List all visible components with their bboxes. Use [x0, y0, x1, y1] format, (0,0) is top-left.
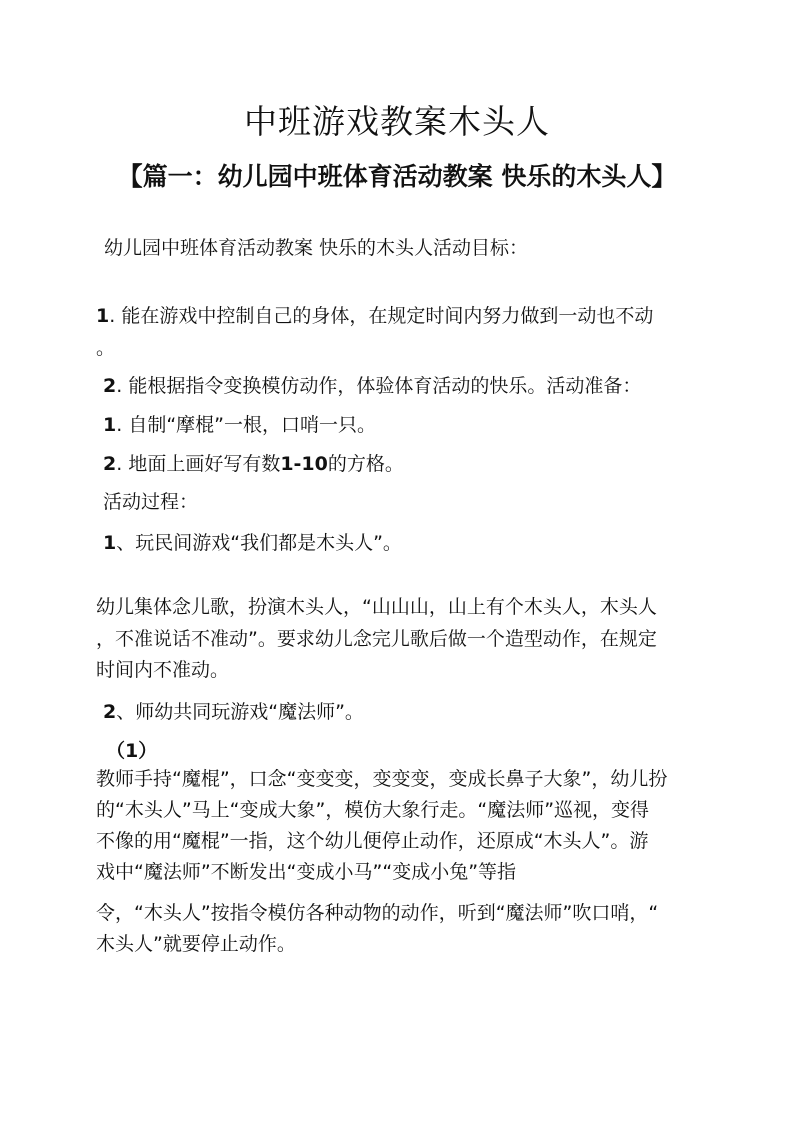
- prep-item-2-text-a: . 地面上画好写有数: [116, 453, 281, 475]
- step-2: [103, 697, 703, 727]
- prep-item-2-number: 2: [103, 453, 117, 475]
- para-2-line-4: 戏中“魔法师”不断发出“变成小马”“变成小兔”等指: [96, 861, 517, 883]
- step-1-text: 、玩民间游戏“我们都是木头人”。: [116, 532, 402, 554]
- goal-item-2: [103, 371, 703, 401]
- document-subtitle: 【篇一：幼儿园中班体育活动教案 快乐的木头人】: [117, 162, 677, 191]
- step-1-number: 1: [103, 532, 117, 554]
- prep-item-1-text: . 自制“摩棍”一根，口哨一只。: [116, 414, 377, 436]
- goal-item-2-number: 2: [103, 375, 117, 397]
- para-2-line-1: 教师手持“魔棍”，口念“变变变，变变变，变成长鼻子大象”，幼儿扮: [96, 768, 668, 790]
- step-1: [103, 528, 703, 558]
- prep-item-1-number: 1: [103, 414, 117, 436]
- goal-item-1: [96, 301, 696, 331]
- goal-item-1-text: . 能在游戏中控制自己的身体，在规定时间内努力做到一动也不动: [109, 305, 654, 327]
- para-1-line-2: ，不准说话不准动”。要求幼儿念完儿歌后做一个造型动作，在规定: [96, 628, 657, 650]
- para-2-line-2: 的“木头人”马上“变成大象”，模仿大象行走。“魔法师”巡视，变得: [96, 799, 650, 821]
- para-1-line-3: 时间内不准动。: [96, 659, 230, 681]
- prep-item-2-text-b: 的方格。: [327, 453, 404, 475]
- prep-item-1: [103, 410, 703, 440]
- goal-item-1-number: 1: [96, 305, 110, 327]
- para-2-line-3: 不像的用“魔棍”一指，这个幼儿便停止动作，还原成“木头人”。游: [96, 830, 649, 852]
- document-title: 中班游戏教案木头人: [244, 102, 550, 141]
- step-2-text: 、师幼共同玩游戏“魔法师”。: [116, 701, 364, 723]
- sub-item-1-label: （1）: [106, 740, 158, 762]
- prep-item-2: [103, 449, 703, 479]
- step-2-number: 2: [103, 701, 117, 723]
- goal-item-1-continued: 。: [96, 337, 116, 359]
- process-heading: 活动过程：: [103, 491, 199, 513]
- para-3-line-2: 木头人”就要停止动作。: [96, 933, 296, 955]
- prep-item-2-range: 1-10: [280, 453, 328, 475]
- goal-item-2-text: . 能根据指令变换模仿动作，体验体育活动的快乐。活动准备：: [116, 375, 642, 397]
- para-3-line-1: 令，“木头人”按指令模仿各种动物的动作，听到“魔法师”吹口哨，“: [96, 902, 659, 924]
- para-1-line-1: 幼儿集体念儿歌，扮演木头人，“山山山，山上有个木头人，木头人: [96, 596, 657, 618]
- goal-heading: 幼儿园中班体育活动教案 快乐的木头人活动目标：: [104, 237, 529, 259]
